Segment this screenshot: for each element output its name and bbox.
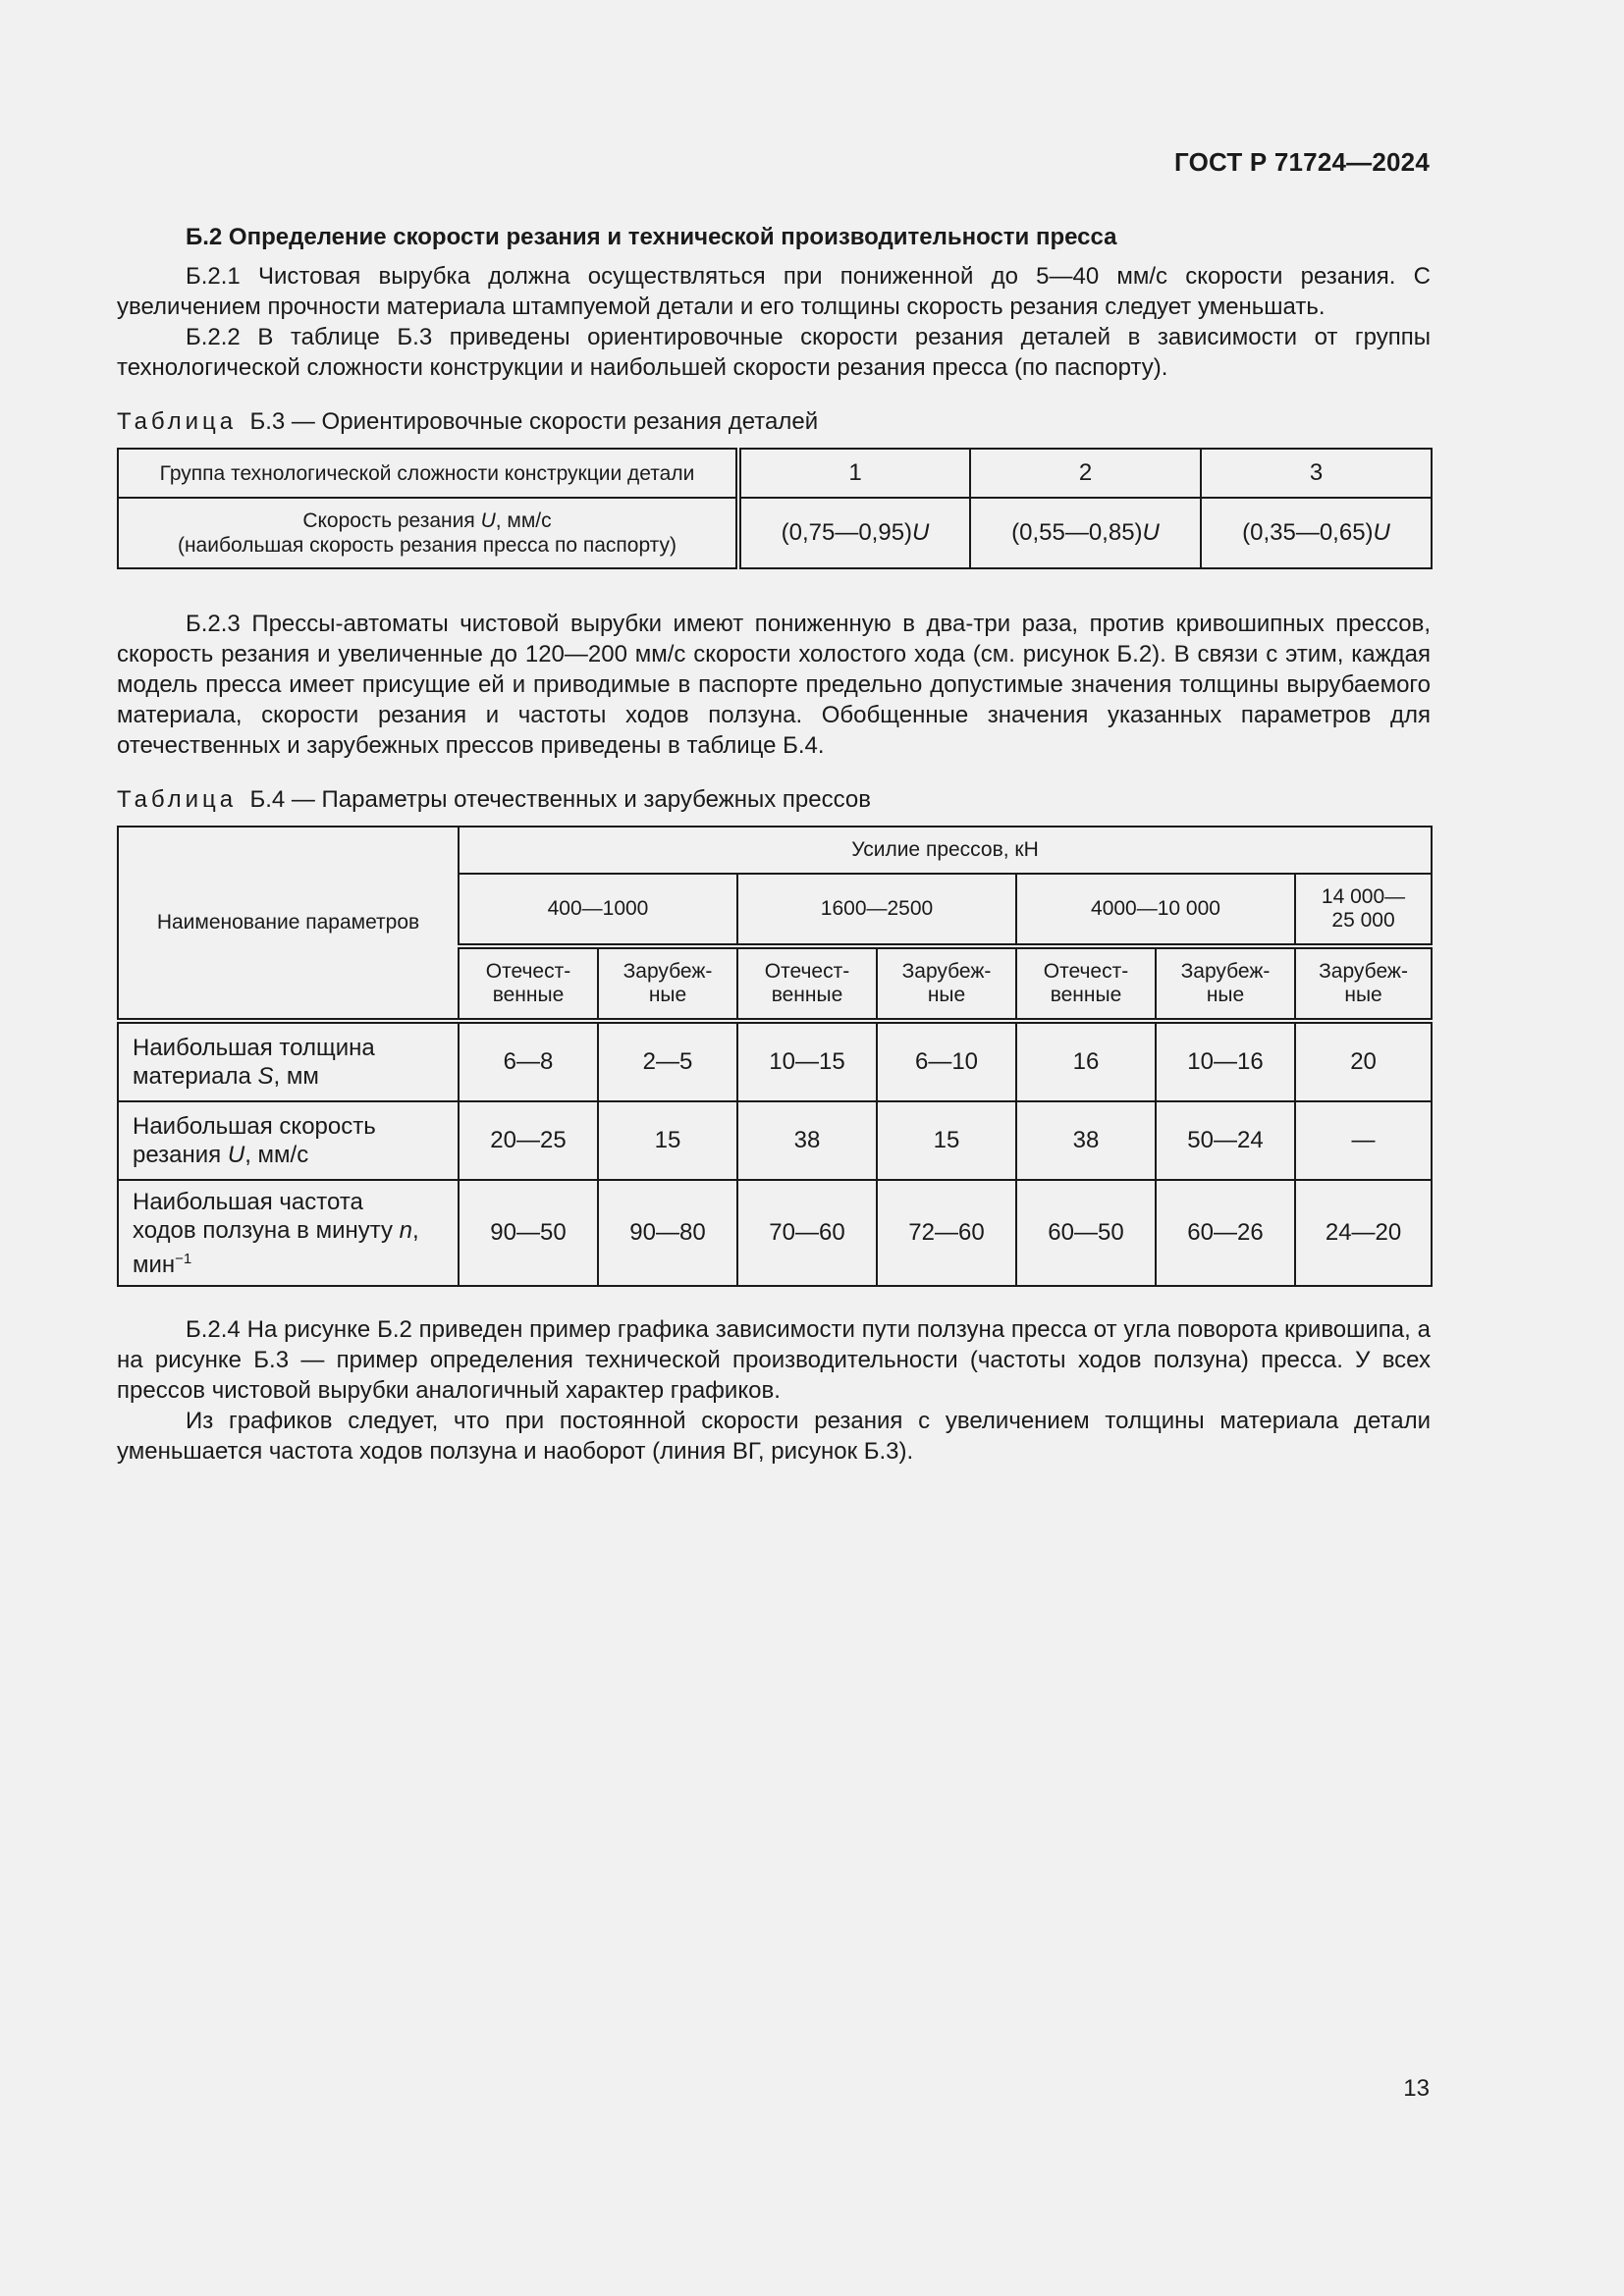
table-cell: 90—80 xyxy=(598,1180,737,1286)
table-cell: 60—50 xyxy=(1016,1180,1156,1286)
origin-foreign-l1: Зарубеж- xyxy=(1180,960,1271,983)
table-cell: 90—50 xyxy=(459,1180,598,1286)
page-number: 13 xyxy=(1403,2075,1430,2102)
table-b4-header-row1 xyxy=(118,827,1432,874)
table-b3 xyxy=(117,448,1433,569)
paragraph-b24: Б.2.4 На рисунке Б.2 приведен пример графика зависимости пути ползуна пресса от угла поворота кривошипа, а на рисунке Б.3 — пример определения технической производительности (частоты ходов ползуна) пресса. У всех прессов чистовой вырубки аналогичный характер графиков. xyxy=(117,1316,1431,1404)
origin-foreign xyxy=(877,946,1016,1021)
origin-foreign xyxy=(1156,946,1295,1021)
origin-foreign xyxy=(598,946,737,1021)
origin-foreign-l2: ные xyxy=(927,984,966,1006)
table-b3-caption xyxy=(117,408,1431,436)
table-cell: 38 xyxy=(1016,1101,1156,1180)
table-b3-group-3: 3 xyxy=(1201,449,1432,498)
table-b4-force-header: Усилие прессов, кН xyxy=(459,827,1432,874)
table-row xyxy=(118,1101,1432,1180)
table-cell: 72—60 xyxy=(877,1180,1016,1286)
table-cell: — xyxy=(1295,1101,1432,1180)
origin-foreign-l1: Зарубеж- xyxy=(1319,960,1408,983)
origin-domestic-l2: венные xyxy=(492,984,565,1006)
origin-foreign-l2: ные xyxy=(648,984,687,1006)
range-1600-2500: 1600—2500 xyxy=(737,874,1016,946)
speed-3-value: (0,35—0,65) xyxy=(1242,519,1374,546)
table-b3-speed-label xyxy=(118,498,738,568)
origin-foreign-l2: ные xyxy=(1206,984,1245,1006)
range-400-1000: 400—1000 xyxy=(459,874,737,946)
speed-label-note: (наибольшая скорость резания пресса по паспорту) xyxy=(177,534,677,557)
table-cell: 15 xyxy=(598,1101,737,1180)
table-b4-param-header: Наименование параметров xyxy=(118,827,459,1021)
origin-domestic xyxy=(459,946,598,1021)
label-text: Наибольшая толщина xyxy=(133,1035,375,1061)
table-cell: 6—8 xyxy=(459,1021,598,1101)
label-var: U xyxy=(227,1142,245,1168)
origin-foreign-l1: Зарубеж- xyxy=(901,960,992,983)
row-label-speed xyxy=(118,1101,459,1180)
table-b3-speed-1 xyxy=(738,498,970,568)
speed-3-var: U xyxy=(1373,519,1390,546)
table-b3-group-2: 2 xyxy=(970,449,1201,498)
table-b4 xyxy=(117,826,1433,1287)
speed-label-text: Скорость резания xyxy=(302,509,481,532)
speed-2-value: (0,55—0,85) xyxy=(1011,519,1143,546)
origin-foreign xyxy=(1295,946,1432,1021)
table-b3-caption-text: Б.3 — Ориентировочные скорости резания деталей xyxy=(249,408,819,435)
table-b3-speed-3 xyxy=(1201,498,1432,568)
label-text: ходов ползуна в минуту xyxy=(133,1216,400,1244)
table-cell: 16 xyxy=(1016,1021,1156,1101)
table-b3-caption-word: Таблица xyxy=(117,408,238,435)
table-row xyxy=(118,1180,1432,1286)
label-text: Наибольшая частота xyxy=(133,1188,363,1215)
label-unit-exp: −1 xyxy=(175,1250,192,1267)
label-var: n xyxy=(399,1216,413,1244)
speed-1-var: U xyxy=(912,519,930,546)
table-b3-group-label: Группа технологической сложности конструкции детали xyxy=(118,449,738,498)
table-cell: 70—60 xyxy=(737,1180,877,1286)
origin-domestic xyxy=(737,946,877,1021)
label-text: Наибольшая скорость xyxy=(133,1113,376,1140)
table-cell: 2—5 xyxy=(598,1021,737,1101)
origin-domestic-l2: венные xyxy=(771,984,843,1006)
origin-domestic-l1: Отечест- xyxy=(764,960,850,983)
document-code: ГОСТ Р 71724—2024 xyxy=(1174,147,1430,177)
page-content xyxy=(117,224,1431,1467)
table-cell: 10—16 xyxy=(1156,1021,1295,1101)
row-label-frequency xyxy=(118,1180,459,1286)
table-b4-caption-text: Б.4 — Параметры отечественных и зарубежных прессов xyxy=(249,786,871,813)
label-unit: , xyxy=(412,1216,419,1244)
origin-foreign-l1: Зарубеж- xyxy=(623,960,713,983)
origin-domestic-l1: Отечест- xyxy=(1043,960,1129,983)
table-b3-row-speed xyxy=(118,498,1432,568)
origin-domestic-l1: Отечест- xyxy=(485,960,571,983)
table-b3-row-groups xyxy=(118,449,1432,498)
table-cell: 60—26 xyxy=(1156,1180,1295,1286)
row-label-thickness xyxy=(118,1021,459,1101)
speed-2-var: U xyxy=(1142,519,1160,546)
speed-label-unit: , мм/с xyxy=(495,509,552,532)
table-cell: 24—20 xyxy=(1295,1180,1432,1286)
table-b3-speed-2 xyxy=(970,498,1201,568)
paragraph-b21: Б.2.1 Чистовая вырубка должна осуществляться при пониженной до 5—40 мм/с скорости резания. С увеличением прочности материала штампуемой детали и его толщины скорость резания следует уменьшать. xyxy=(117,263,1431,320)
table-cell: 50—24 xyxy=(1156,1101,1295,1180)
label-var: S xyxy=(257,1063,274,1090)
label-text: материала xyxy=(133,1063,258,1090)
section-title: Б.2 Определение скорости резания и технической производительности пресса xyxy=(186,224,1117,250)
label-unit: , мм/с xyxy=(244,1142,309,1168)
range-14000-25000 xyxy=(1295,874,1432,946)
table-b3-group-1: 1 xyxy=(738,449,970,498)
origin-foreign-l2: ные xyxy=(1344,984,1382,1006)
speed-1-value: (0,75—0,95) xyxy=(781,519,913,546)
table-cell: 20—25 xyxy=(459,1101,598,1180)
paragraph-conclusion: Из графиков следует, что при постоянной скорости резания с увеличением толщины материала детали уменьшается частота ходов ползуна и наоборот (линия ВГ, рисунок Б.3). xyxy=(117,1408,1431,1465)
table-b4-caption xyxy=(117,786,1431,814)
table-cell: 15 xyxy=(877,1101,1016,1180)
range-14000-line1: 14 000— xyxy=(1321,885,1406,908)
table-cell: 38 xyxy=(737,1101,877,1180)
paragraph-b22: Б.2.2 В таблице Б.3 приведены ориентировочные скорости резания деталей в зависимости от группы технологической сложности конструкции и наибольшей скорости резания пресса (по паспорту). xyxy=(117,324,1431,381)
origin-domestic xyxy=(1016,946,1156,1021)
origin-domestic-l2: венные xyxy=(1050,984,1122,1006)
range-14000-line2: 25 000 xyxy=(1331,909,1395,932)
label-unit-text: мин xyxy=(133,1251,176,1278)
label-unit: , мм xyxy=(273,1063,319,1090)
table-cell: 6—10 xyxy=(877,1021,1016,1101)
range-4000-10000: 4000—10 000 xyxy=(1016,874,1295,946)
speed-label-var: U xyxy=(480,509,496,532)
table-row xyxy=(118,1021,1432,1101)
table-b4-caption-word: Таблица xyxy=(117,786,238,813)
table-cell: 20 xyxy=(1295,1021,1432,1101)
paragraph-b23: Б.2.3 Прессы-автоматы чистовой вырубки имеют пониженную в два-три раза, против кривошипных прессов, скорость резания и увеличенные до 120—200 мм/с скорости холостого хода (см. рисунок Б.2). В связи с этим, каждая модель пресса имеет присущие ей и приводимые в паспорте предельно допустимые значения толщины вырубаемого материала, скорости резания и частоты ходов ползуна. Обобщенные значения указанных параметров для отечественных и зарубежных прессов приведены в таблице Б.4. xyxy=(117,611,1431,759)
label-text: резания xyxy=(133,1142,228,1168)
table-cell: 10—15 xyxy=(737,1021,877,1101)
